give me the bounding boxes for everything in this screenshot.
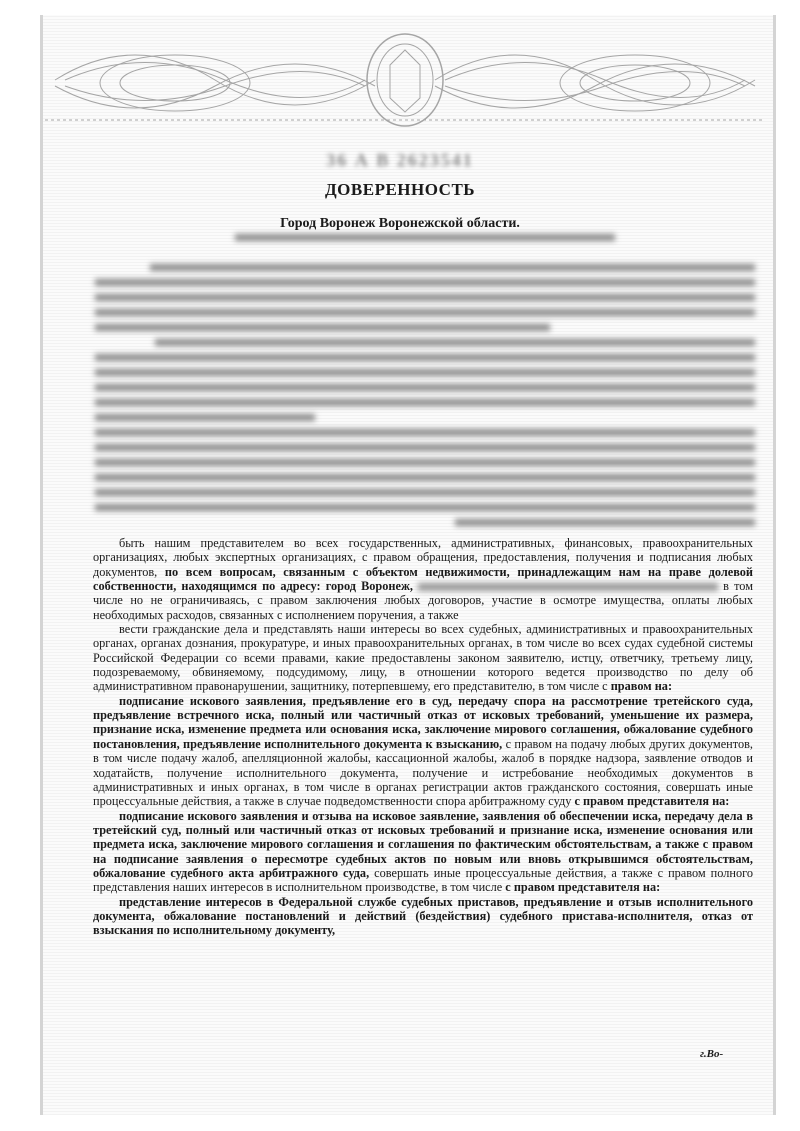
body-paragraph: [93, 536, 753, 622]
bold-segment: подписание искового заявления и отзыва на исковое заявление, заявления об обеспечении иска, передачу дела в третейский суд, полный или частичный отказ от исковых требований и признание иска, изменение основания или предмета иска, заключение мирового соглашения и соглашения по фактическим обстоятельствам, а также с правом на подписание заявления о пересмотре судебных актов по новым или вновь открывшимся обстоятельствам, обжалование судебного акта арбитражного суда,: [93, 808, 753, 880]
page-continuation: г.Во-: [700, 1048, 724, 1060]
blank-serial-number: 36 А В 2623541: [326, 150, 474, 170]
text-segment: совершать иные процессуальные действия, а также с правом полного представления наших интересов в исполнительном производстве, в том числе: [93, 865, 753, 895]
body-paragraph: [93, 809, 753, 895]
body-paragraph: [93, 895, 753, 938]
bold-segment: правом на:: [610, 679, 673, 694]
body-paragraph: [93, 694, 753, 809]
guilloche-ornament: [45, 20, 765, 135]
document-title: ДОВЕРЕННОСТЬ: [324, 180, 476, 199]
bold-segment: с правом представителя на:: [574, 794, 730, 809]
bold-segment: подписание искового заявления, предъявление его в суд, передачу спора на рассмотрение третейского суда, предъявление встречного иска, полный или частичный отказ от исковых требований, уменьшение их размера, признание иска, изменение предмета или основания иска, заключение мирового соглашения, обжалование судебного постановления, предъявление исполнительного документа к взысканию,: [93, 693, 753, 751]
text-segment: быть нашим представителем во всех государственных, административных, финансовых, правоохранительных организациях, любых экспертных организациях, с правом обращения, предоставления, получения и подписания любых документов,: [93, 536, 753, 579]
body-paragraph: [93, 622, 753, 694]
bold-segment: представление интересов в Федеральной службе судебных приставов, предъявление и отзыв исполнительного документа, обжалование постановлений и действий (бездействия) судебного пристава-исполнителя, отказ от взыскания по исполнительному документу,: [93, 894, 753, 938]
document-city: Город Воронеж Воронежской области.: [280, 216, 520, 231]
bold-segment: по всем вопросам, связанным с объектом недвижимости, принадлежащим нам на праве долевой собственности, находящимся по адресу: город Воронеж,: [93, 564, 754, 594]
redacted-principals-block: [95, 228, 755, 528]
text-segment: с правом на подачу любых других документов, в том числе подачу жалоб, апелляционной жалобы, кассационной жалобы, жалоб в порядке надзора, заявление отводов и ходатайств, получение исполнительного документа, получение и истребование необходимых документов в административных и иных органах, в том числе в органах регистрации актов гражданского состояния, совершать иные процессуальные действия, а также в случае подведомственности спора арбитражному суду: [93, 736, 753, 809]
bold-segment: с правом представителя на:: [505, 880, 661, 895]
redacted-address: [418, 583, 718, 591]
text-segment: вести гражданские дела и представлять наши интересы во всех судебных, административных и правоохранительных органах, органах дознания, прокуратуре, и иных правоохранительных органах, в том числе во всех судах судебной системы Российской Федерации со всеми правами, какие предоставлены законом заявителю, истцу, ответчику, третьему лицу, подозреваемому, обвиняемому, подсудимому, лицу, в отношении которого ведется производство по делу об административном правонарушении, защитнику, потерпевшему, его представителю, в том числе с: [93, 622, 753, 694]
text-segment: в том числе но не ограничиваясь, с правом заключения любых договоров, участие в осмотре имущества, оплаты любых необходимых расходов, связанных с исполнением поручения, а также: [93, 579, 753, 622]
document-body: [93, 536, 753, 938]
